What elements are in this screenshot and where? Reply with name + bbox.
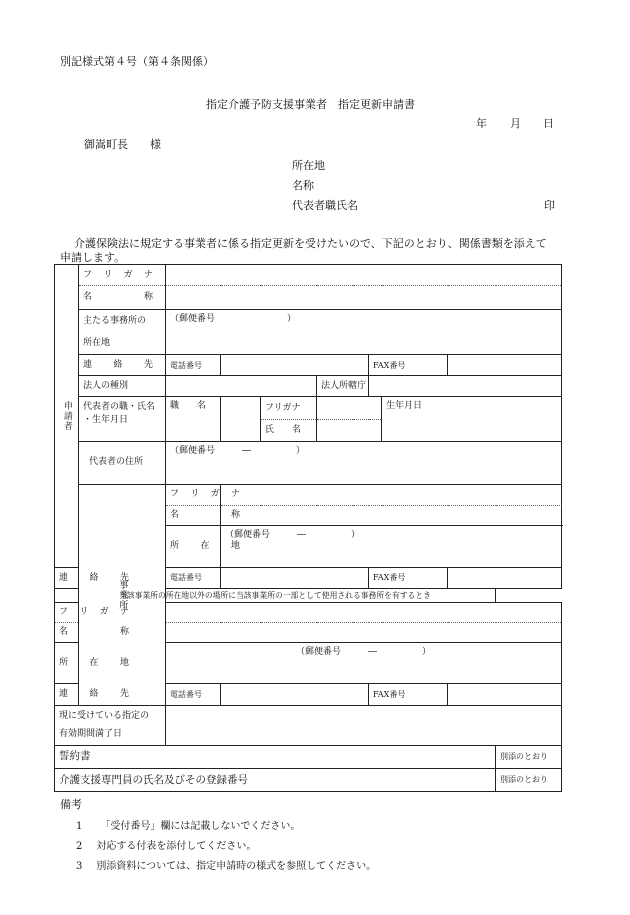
rep-address-label: 代表者の住所 — [79, 441, 166, 484]
branch-contact-label: 連 絡 先 — [55, 684, 79, 705]
address-label: 所在地 — [292, 159, 325, 172]
note-number: 2 — [76, 841, 83, 852]
branch-location-label: 所 在 地 — [55, 643, 79, 684]
note-item-1 — [76, 817, 300, 832]
note-number: 3 — [76, 861, 83, 872]
applicant-phone-label: 電話番号 — [166, 355, 221, 376]
rep-furigana-label: フリガナ — [261, 397, 317, 419]
corp-agency-label: 法人所轄庁 — [317, 376, 369, 397]
applicant-fax-field[interactable] — [448, 355, 562, 376]
notes-heading: 備考 — [60, 798, 82, 811]
rep-post-field[interactable] — [221, 397, 261, 441]
branch-fax-field[interactable] — [448, 684, 562, 705]
office-phone-field[interactable] — [221, 568, 369, 589]
seal-label: 印 — [544, 199, 555, 212]
main-office-field[interactable]: （郵便番号 ） — [166, 310, 562, 355]
representative-label: 代表者職氏名 — [292, 199, 358, 212]
office-phone-label: 電話番号 — [166, 568, 221, 589]
note-number: 1 — [76, 821, 83, 832]
name-label: 名称 — [292, 179, 314, 192]
rep-address-field[interactable]: （郵便番号 ― ） — [166, 441, 562, 484]
applicant-name-label: 名 称 — [79, 286, 166, 310]
intro-line-1: 介護保険法に規定する事業者に係る指定更新を受けたいので、下記のとおり、関係書類を添えて — [74, 237, 547, 250]
applicant-furigana-field[interactable] — [166, 265, 562, 286]
date-year-label: 年 — [476, 117, 487, 130]
branch-phone-label: 電話番号 — [166, 684, 221, 705]
care-manager-label: 介護支援専門員の氏名及びその登録番号 — [55, 768, 496, 791]
date-day-label: 日 — [543, 117, 554, 130]
branch-furigana-label: フ リ ガ ナ — [55, 603, 79, 623]
pledge-value: 別添のとおり — [496, 745, 562, 768]
applicant-fax-label: FAX番号 — [369, 355, 448, 376]
applicant-name-field[interactable] — [166, 286, 562, 310]
other-location-note: 当該事業所の所在地以外の場所に当該事業所の一部として使用される事務所を有するとき — [55, 589, 496, 603]
office-name-field[interactable] — [221, 505, 562, 525]
rep-name-label: 氏 名 — [261, 419, 317, 441]
applicant-section-label: 申請者 — [55, 265, 79, 568]
office-contact-label: 連 絡 先 — [55, 568, 79, 589]
office-location-label: 所 在 地 — [166, 525, 221, 567]
rep-name-field[interactable] — [317, 419, 382, 441]
applicant-furigana-label: フ リ ガ ナ — [79, 265, 166, 286]
corp-type-label: 法人の種別 — [79, 376, 166, 397]
office-furigana-field[interactable] — [221, 484, 562, 505]
current-designation-label: 現に受けている指定の 有効期間満了日 — [55, 705, 166, 745]
corp-type-field[interactable] — [166, 376, 317, 397]
addressee: 御嵩町長 様 — [84, 138, 161, 151]
rep-furigana-field[interactable] — [317, 397, 382, 419]
branch-name-field[interactable] — [166, 623, 562, 643]
form-number: 別記様式第４号（第４条関係） — [60, 55, 214, 68]
current-designation-field[interactable] — [166, 705, 562, 745]
branch-name-label: 名 称 — [55, 623, 79, 643]
date-month-label: 月 — [510, 117, 521, 130]
branch-location-field[interactable]: （郵便番号 ― ） — [166, 643, 562, 684]
note-text: 「受付番号」欄には記載しないでください。 — [100, 821, 301, 832]
document-title: 指定介護予防支援事業者 指定更新申請書 — [206, 98, 415, 111]
branch-fax-label: FAX番号 — [369, 684, 448, 705]
main-office-label: 主たる事務所の 所在地 — [79, 310, 166, 355]
pledge-label: 誓約書 — [55, 745, 496, 768]
applicant-phone-field[interactable] — [221, 355, 369, 376]
note-text: 別添資料については、指定申請時の様式を参照してください。 — [96, 861, 377, 872]
representative-info-label: 代表者の職・氏名 ・生年月日 — [79, 397, 166, 441]
note-text: 対応する付表を添付してください。 — [96, 841, 257, 852]
office-section-label: 事業所 — [79, 484, 166, 705]
branch-furigana-field[interactable] — [166, 603, 562, 623]
office-fax-field[interactable] — [448, 568, 562, 589]
rep-birthdate-field[interactable]: 生年月日 — [382, 397, 562, 441]
applicant-contact-label: 連 絡 先 — [79, 355, 166, 376]
office-name-label: 名 称 — [166, 505, 221, 525]
corp-agency-field[interactable] — [369, 376, 562, 397]
intro-line-2: 申請します。 — [60, 251, 126, 264]
office-furigana-label: フ リ ガ ナ — [166, 484, 221, 505]
note-item-2 — [76, 837, 256, 852]
office-location-field[interactable]: （郵便番号 ― ） — [221, 525, 562, 567]
application-form-table — [54, 264, 562, 792]
care-manager-value: 別添のとおり — [496, 768, 562, 791]
branch-phone-field[interactable] — [221, 684, 369, 705]
office-fax-label: FAX番号 — [369, 568, 448, 589]
note-item-3 — [76, 857, 376, 872]
rep-post-label: 職 名 — [166, 397, 221, 441]
